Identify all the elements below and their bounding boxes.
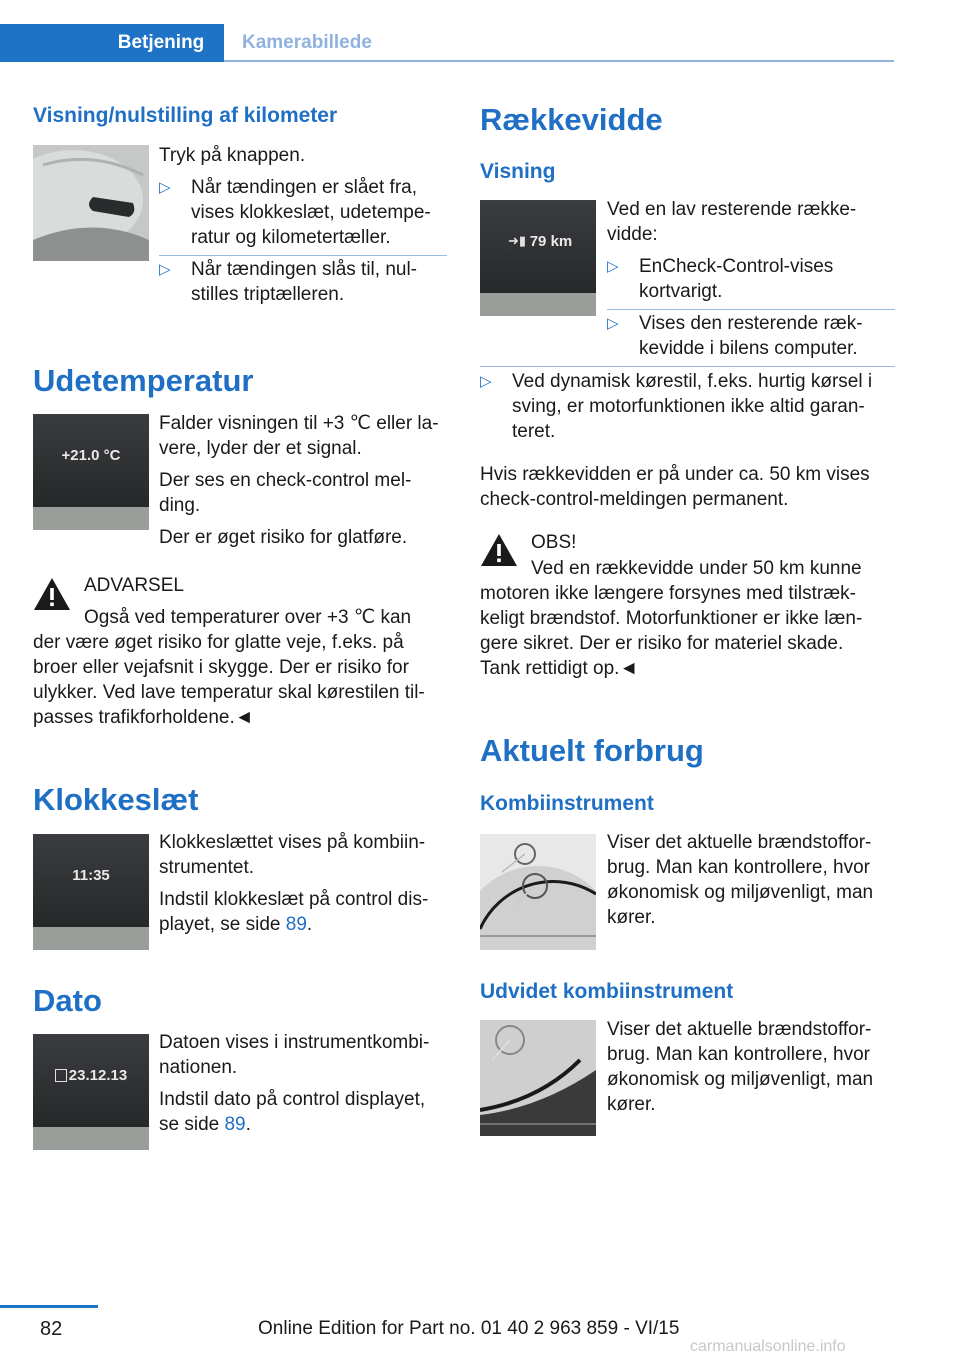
warning-icon [479,532,519,568]
bullet-line: ratur og kilometertæller. [191,227,391,248]
display-value: +21.0 °C [61,447,121,464]
notice-line: Ved en rækkevidde under 50 km kunne [531,558,862,579]
temperature-display [33,414,149,530]
watermark: carmanualsonline.info [690,1338,846,1355]
button-image [33,145,149,261]
notice-text: motoren ikke længere forsynes med tilstræk- keligt brændstof. Motorfunktioner er ikke læn- gere sikret. Der er risiko for materiel skade. Tank rettidigt op.◄ [480,583,863,679]
header-bar [0,24,98,62]
page-header [0,24,960,62]
range-display [480,200,596,316]
paragraph: Falder visningen til +3 ℃ eller la- vere, lyder der et signal. [159,413,439,459]
s1-text: Tryk på knappen. [159,145,306,166]
paragraph: Der ses en check-control mel- ding. [159,470,412,516]
triangle-bullet-icon: ▷ [607,315,619,332]
bullet-line: Når tændingen slås til, nul- [191,259,417,280]
heading-visning-nulstilling: Visning/nulstilling af kilometer [33,104,338,127]
edition-text: Online Edition for Part no. 01 40 2 963 859 - VI/15 [258,1318,680,1339]
paragraph: Hvis rækkevidden er på under ca. 50 km vises check-control-meldingen permanent. [480,464,870,510]
gauge-image [480,834,596,950]
calendar-icon [55,1069,67,1082]
header-rule [224,60,894,62]
paragraph: Der er øget risiko for glatføre. [159,527,408,548]
paragraph: Viser det aktuelle brændstoffor- brug. Man kan kontrollere, hvor økonomisk og miljøvenligt, man kører. [607,1019,874,1115]
warning-title: ADVARSEL [84,575,184,596]
warning-line: Også ved temperaturer over +3 ℃ kan [84,607,412,628]
heading-aktuelt-forbrug: Aktuelt forbrug [480,733,704,768]
heading-klokkeslaet: Klokkeslæt [33,782,199,817]
display-value: 23.12.13 [68,1067,128,1084]
heading-udetemperatur: Udetemperatur [33,363,254,398]
triangle-bullet-icon: ▷ [159,179,171,196]
clock-display [33,834,149,950]
page-link[interactable]: 89 [224,1114,246,1135]
bullet-line: stilles triptælleren. [191,284,345,305]
triangle-bullet-icon: ▷ [480,373,492,390]
display-value: 79 km [529,233,573,250]
heading-dato: Dato [33,983,102,1018]
divider [480,366,895,367]
tab-betjening[interactable]: Betjening [98,24,224,62]
paragraph: Indstil klokkeslæt på control dis- playet, se side 89. [159,889,429,935]
list-item [159,175,459,250]
warning-icon [32,576,72,612]
warning-text: der være øget risiko for glatte veje, f.eks. på broer eller vejafsnit i skygge. Der er risiko for ulykker. Ved lave temperatur skal kørestilen til- passes trafikforholdene.◄ [33,632,425,728]
heading-raekkevidde: Rækkevidde [480,102,663,137]
gauge-image [480,1020,596,1136]
bullet-line: vises klokkeslæt, udetempe- [191,202,431,223]
page-number: 82 [40,1318,63,1340]
footer-rule [0,1305,98,1308]
divider [159,255,447,256]
paragraph: Viser det aktuelle brændstoffor- brug. Man kan kontrollere, hvor økonomisk og miljøvenligt, man kører. [607,832,874,928]
date-display [33,1034,149,1150]
paragraph: Datoen vises i instrumentkombi- nationen. [159,1032,430,1078]
list-item: ▷ Ved dynamisk kørestil, f.eks. hurtig kørsel i sving, er motorfunktionen ikke altid garan- teret. [480,371,873,442]
notice-title: OBS! [531,532,577,553]
subheading-kombiinstrument: Kombiinstrument [480,792,654,815]
divider [607,309,895,310]
list-item: ▷ EnCheck-Control-vises kortvarigt. [607,256,834,302]
tab-kamerabillede[interactable]: Kamerabillede [242,32,372,53]
paragraph: Ved en lav resterende række- vidde: [607,199,857,245]
page-link[interactable]: 89 [285,914,307,935]
bullet-line: Når tændingen er slået fra, [191,177,418,198]
triangle-bullet-icon: ▷ [607,258,619,275]
list-item [159,257,459,307]
subheading-visning: Visning [480,160,556,183]
fuel-pump-icon: ➜▮ [508,233,527,248]
subheading-udvidet-kombiinstrument: Udvidet kombiinstrument [480,980,734,1003]
triangle-bullet-icon: ▷ [159,261,171,278]
paragraph: Klokkeslættet vises på kombiin- strumentet. [159,832,426,878]
paragraph: Indstil dato på control displayet, se side 89. [159,1089,426,1135]
list-item: ▷ Vises den resterende ræk- kevidde i bilens computer. [607,313,863,359]
display-value: 11:35 [72,867,110,884]
